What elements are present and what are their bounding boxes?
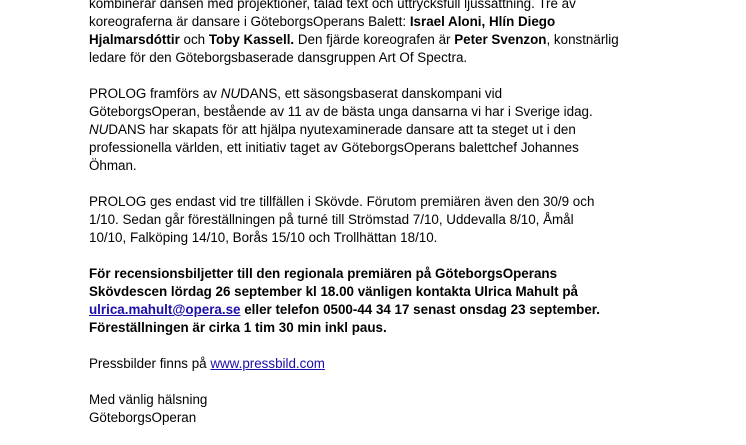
text-line: 1/10. Sedan går föreställningen på turné till Strömstad 7/10, Uddevalla 8/10, Åmål: [89, 212, 574, 227]
text-line: För recensionsbiljetter till den regionala premiären på GöteborgsOperans: [89, 266, 558, 281]
text-fragment: eller telefon 0500-44 34 17 senast onsdag 23 september.: [240, 302, 600, 317]
text-line: koreograferna är dansare i GöteborgsOperans Balett:: [89, 14, 410, 29]
signoff-greeting: Med vänlig hälsning: [89, 392, 208, 407]
choreographer-name: Hjalmarsdóttir: [89, 32, 180, 47]
text-line: ledare för den Göteborgsbaserade dansgruppen Art Of Spectra.: [89, 50, 468, 65]
text-fragment: Pressbilder finns på: [89, 356, 211, 371]
press-images-link[interactable]: www.pressbild.com: [210, 356, 325, 371]
text-fragment: och: [179, 32, 209, 47]
text-fragment: DANS har skapats för att hjälpa nyutexaminerade dansare att ta steget ut i den: [108, 122, 576, 137]
text-fragment: DANS, ett säsongsbaserat danskompani vid: [240, 86, 503, 101]
signoff-sender: GöteborgsOperan: [89, 410, 197, 425]
text-line: professionella världen, ett initiativ taget av GöteborgsOperans balettchef Johannes: [89, 140, 579, 155]
text-line: GöteborgsOperan, bestående av 11 av de bästa unga dansarna vi har i Sverige idag.: [89, 104, 593, 119]
paragraph-choreographers: [89, 0, 689, 67]
text-line: Föreställningen är cirka 1 tim 30 min inkl paus.: [89, 320, 387, 335]
text-line: PROLOG ges endast vid tre tillfällen i Skövde. Förutom premiären även den 30/9 och: [89, 194, 595, 209]
choreographer-name: Toby Kassell.: [208, 32, 295, 47]
text-fragment: PROLOG framförs av: [89, 86, 221, 101]
italic-text: NU: [89, 122, 109, 137]
text-line: Öhman.: [89, 158, 137, 173]
paragraph-nudans: [89, 85, 689, 175]
choreographer-name: Peter Svenzon: [454, 32, 547, 47]
text-fragment: Den fjärde koreografen är: [294, 32, 455, 47]
choreographer-names: Israel Aloni, Hlín Diego: [409, 14, 556, 29]
italic-text: NU: [220, 86, 241, 101]
paragraph-review-tickets: [89, 265, 689, 337]
email-link[interactable]: ulrica.mahult@opera.se: [89, 302, 241, 317]
press-release-document: [89, 0, 689, 445]
text-fragment: , konstnärlig: [546, 32, 619, 47]
paragraph-tour-dates: [89, 193, 689, 247]
text-line: 10/10, Falköping 14/10, Borås 15/10 och Trollhättan 18/10.: [89, 230, 438, 245]
paragraph-signoff: [89, 391, 689, 427]
paragraph-press-images: [89, 355, 689, 373]
text-line: kombinerar dansen med projektioner, talad text och uttrycksfull ljussättning. Tre av: [89, 0, 576, 11]
text-line: Skövdescen lördag 26 september kl 18.00 vänligen kontakta Ulrica Mahult på: [89, 284, 578, 299]
